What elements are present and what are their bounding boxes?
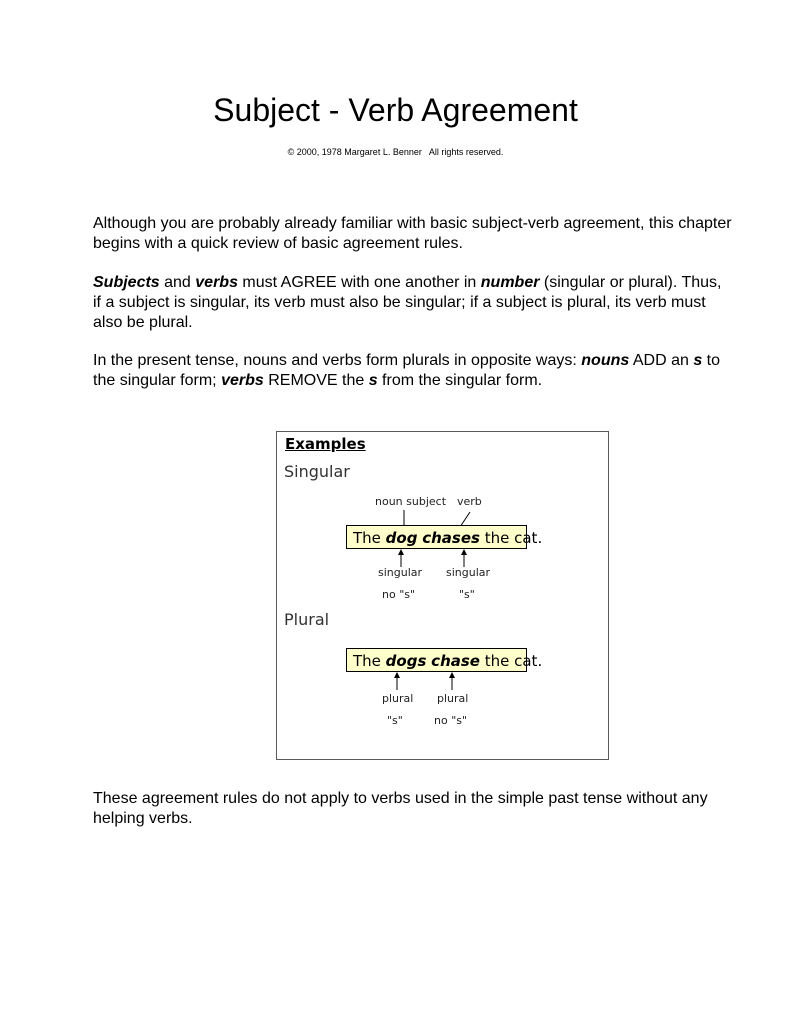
s-letter: s <box>693 352 703 369</box>
intro-paragraph: Although you are probably already familiar with basic subject-verb agreement, this chapter begins with a quick review of basic agreement rules. <box>93 215 732 252</box>
annotation-arrows <box>277 432 608 759</box>
sentence-verb: chase <box>431 652 480 670</box>
subjects-term: Subjects <box>93 274 160 291</box>
paragraph-text: ADD an <box>629 352 694 369</box>
plural-forms-paragraph <box>93 351 733 391</box>
singular-verb-note: "s" <box>459 588 475 601</box>
sentence-rest: the cat. <box>479 529 543 547</box>
plural-noun-note: "s" <box>387 714 403 727</box>
number-term: number <box>480 274 540 291</box>
plural-verb-number: plural <box>437 692 469 705</box>
paragraph-text: and <box>159 274 196 291</box>
paragraph-text: from the singular form. <box>377 372 543 389</box>
paragraph-text: to the singular form; <box>93 352 721 389</box>
paragraph-text: In the present tense, nouns and verbs form plurals in opposite ways: <box>93 352 582 369</box>
verb-annotation: verb <box>457 495 482 508</box>
sentence-verb: chases <box>422 529 480 547</box>
plural-noun-number: plural <box>382 692 414 705</box>
nouns-term: nouns <box>581 352 630 369</box>
sentence-rest: the cat. <box>479 652 543 670</box>
s-letter: s <box>368 372 378 389</box>
copyright-notice: © 2000, 1978 Margaret L. Benner All rights reserved. <box>287 147 504 157</box>
page-title: Subject - Verb Agreement <box>213 92 578 128</box>
sentence-word: The <box>353 652 386 670</box>
plural-section-label: Plural <box>284 610 330 629</box>
sentence-subject: dog <box>385 529 418 547</box>
examples-figure <box>276 431 609 760</box>
paragraph-text: (singular or plural). Thus, if a subject is singular, its verb must also be singular; if a subject is plural, its verb must also be plural. <box>93 274 722 331</box>
verbs-term: verbs <box>221 372 264 389</box>
plural-sentence-box <box>346 648 543 672</box>
paragraph-text: must AGREE with one another in <box>237 274 481 291</box>
singular-sentence-box <box>346 525 543 549</box>
examples-heading: Examples <box>285 435 366 453</box>
verbs-term: verbs <box>195 274 238 291</box>
agreement-rule-paragraph <box>93 273 733 333</box>
sentence-subject: dogs <box>385 652 427 670</box>
singular-noun-note: no "s" <box>382 588 416 601</box>
singular-noun-number: singular <box>378 566 423 579</box>
plural-verb-note: no "s" <box>434 714 468 727</box>
singular-verb-number: singular <box>446 566 491 579</box>
singular-section-label: Singular <box>284 462 350 481</box>
noun-subject-annotation: noun subject <box>375 495 447 508</box>
past-tense-note-paragraph: These agreement rules do not apply to verbs used in the simple past tense without any helping verbs. <box>93 790 708 827</box>
paragraph-text: REMOVE the <box>263 372 369 389</box>
sentence-word: The <box>353 529 386 547</box>
